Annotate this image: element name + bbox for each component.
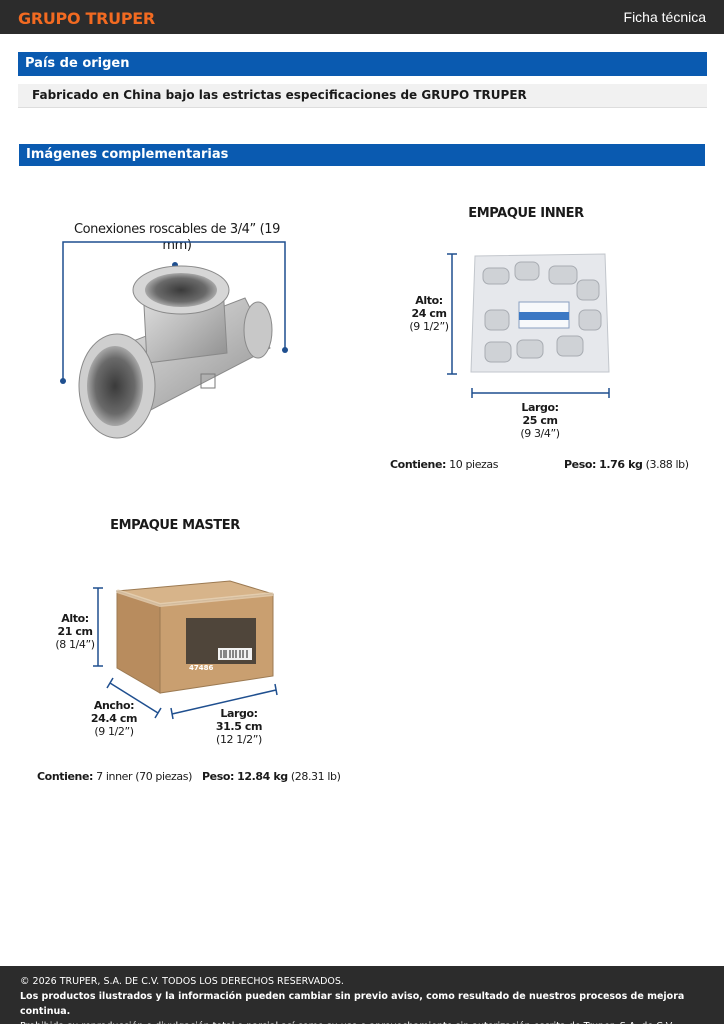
inner-contents — [390, 458, 498, 471]
tee-fitting-image — [55, 238, 295, 448]
master-height-title: Alto: — [61, 612, 89, 625]
inner-length-cm: 25 cm — [522, 414, 558, 427]
footer-notice: Los productos ilustrados y la información pueden cambiar sin previo aviso, como resultado de nuestros procesos de mejora continua. — [20, 991, 685, 1017]
master-height-in: (8 1/4”) — [55, 638, 95, 651]
inner-weight-label: Peso: — [564, 458, 597, 471]
master-weight — [202, 770, 340, 783]
inner-package-image — [445, 250, 615, 395]
origin-section-title: País de origen — [18, 52, 707, 76]
master-height-cm: 21 cm — [57, 625, 93, 638]
inner-height-cm: 24 cm — [411, 307, 447, 320]
master-length-label — [206, 707, 272, 746]
images-section-title: Imágenes complementarias — [19, 144, 705, 166]
document-type: Ficha técnica — [623, 9, 706, 25]
master-length-in: (12 1/2”) — [216, 733, 262, 746]
inner-contents-value: 10 piezas — [449, 458, 499, 471]
master-width-title: Ancho: — [93, 699, 135, 712]
master-heading: EMPAQUE MASTER — [110, 518, 240, 533]
inner-height-in: (9 1/2”) — [409, 320, 449, 333]
inner-length-in: (9 3/4”) — [520, 427, 560, 440]
master-weight-label: Peso: — [202, 770, 235, 783]
master-weight-lb: (28.31 lb) — [290, 770, 341, 783]
master-height-label — [50, 612, 100, 651]
master-width-cm: 24.4 cm — [90, 712, 138, 725]
master-weight-value: 12.84 kg — [237, 770, 288, 783]
master-contents-label: Contiene: — [37, 770, 94, 783]
footer — [0, 966, 724, 1032]
inner-contents-label: Contiene: — [390, 458, 447, 471]
master-contents — [37, 770, 192, 783]
top-bar — [0, 0, 724, 34]
inner-weight — [564, 458, 689, 471]
master-contents-value: 7 inner (70 piezas) — [96, 770, 192, 783]
inner-height-label — [404, 294, 454, 333]
master-width-in: (9 1/2”) — [94, 725, 134, 738]
inner-length-title: Largo: — [521, 401, 559, 414]
inner-height-title: Alto: — [415, 294, 443, 307]
product-caption-bold: Conexiones roscables de 3/4” — [73, 222, 256, 237]
footer-copyright: © 2026 TRUPER, S.A. DE C.V. TODOS LOS DERECHOS RESERVADOS. — [20, 976, 344, 987]
master-box-code: 47486 — [189, 664, 214, 672]
product-caption-light: (19 mm) — [162, 222, 281, 253]
inner-weight-lb: (3.88 lb) — [645, 458, 689, 471]
footer-prohibition: Prohibida su reproducción o divulgación total o parcial así como su uso o aprovechamiento sin autorización escrita de Truper, S.A. de C.V. — [20, 1021, 675, 1032]
master-box-image — [90, 578, 285, 718]
master-width-label — [82, 699, 146, 738]
master-length-cm: 31.5 cm — [215, 720, 263, 733]
master-length-title: Largo: — [220, 707, 258, 720]
inner-heading: EMPAQUE INNER — [468, 206, 584, 221]
inner-weight-value: 1.76 kg — [599, 458, 643, 471]
origin-text: Fabricado en China bajo las estrictas especificaciones de GRUPO TRUPER — [18, 84, 707, 108]
brand-logo: GRUPO TRUPER — [18, 9, 155, 28]
inner-length-label — [510, 401, 570, 440]
